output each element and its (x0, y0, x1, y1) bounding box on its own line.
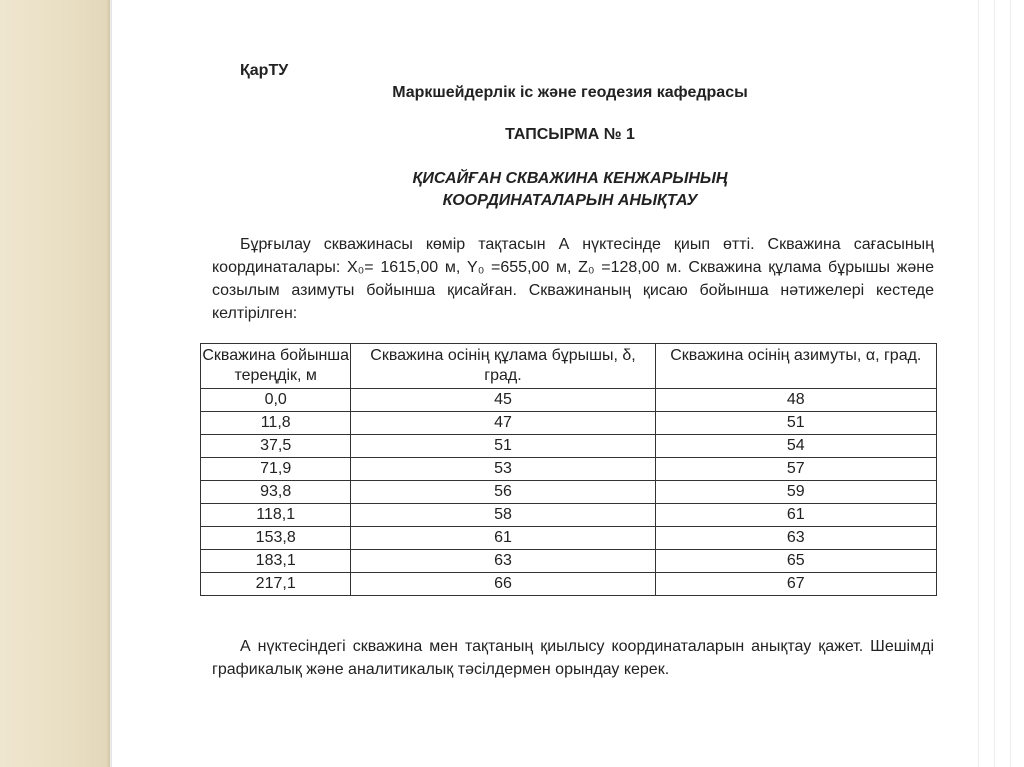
table-row (201, 504, 937, 527)
side-band-shadow (106, 0, 112, 767)
cell-depth: 0,0 (201, 389, 351, 412)
cell-dip: 47 (351, 412, 655, 435)
cell-azimuth: 61 (655, 504, 936, 527)
cell-dip: 56 (351, 481, 655, 504)
header-depth: Скважина бойынша тереңдік, м (201, 344, 351, 389)
decorative-right-lines (964, 0, 1024, 767)
table-row (201, 481, 937, 504)
department-name: Маркшейдерлік іс және геодезия кафедрасы (392, 84, 748, 101)
cell-azimuth: 51 (655, 412, 936, 435)
cell-depth: 183,1 (201, 550, 351, 573)
header-dip-angle: Скважина осінің құлама бұрышы, δ, град. (351, 344, 655, 389)
cell-azimuth: 67 (655, 573, 936, 596)
cell-azimuth: 65 (655, 550, 936, 573)
cell-dip: 66 (351, 573, 655, 596)
table-row (201, 550, 937, 573)
cell-azimuth: 48 (655, 389, 936, 412)
closing-paragraph: А нүктесіндегі скважина мен тақтаның қиылысу координаталарын анықтау қажет. Шешімді графикалық және аналитикалық тәсілдермен орындау керек. (212, 638, 934, 678)
task-number: ТАПСЫРМА № 1 (505, 126, 635, 143)
header-azimuth: Скважина осінің азимуты, α, град. (655, 344, 936, 389)
cell-dip: 58 (351, 504, 655, 527)
cell-depth: 93,8 (201, 481, 351, 504)
decorative-side-band (0, 0, 110, 767)
document-page (200, 50, 940, 750)
cell-dip: 61 (351, 527, 655, 550)
cell-depth: 217,1 (201, 573, 351, 596)
cell-dip: 63 (351, 550, 655, 573)
cell-dip: 51 (351, 435, 655, 458)
table-row (201, 458, 937, 481)
cell-depth: 153,8 (201, 527, 351, 550)
table-row (201, 527, 937, 550)
cell-depth: 71,9 (201, 458, 351, 481)
table-row (201, 412, 937, 435)
university-name: ҚарТУ (240, 62, 289, 79)
document-title (200, 168, 940, 212)
title-line-1: ҚИСАЙҒАН СКВАЖИНА КЕНЖАРЫНЫҢ (412, 170, 728, 187)
cell-depth: 118,1 (201, 504, 351, 527)
title-line-2: КООРДИНАТАЛАРЫН АНЫҚТАУ (442, 192, 698, 209)
cell-depth: 11,8 (201, 412, 351, 435)
cell-azimuth: 57 (655, 458, 936, 481)
cell-dip: 53 (351, 458, 655, 481)
table-header-row (201, 344, 937, 389)
table-row (201, 573, 937, 596)
cell-azimuth: 54 (655, 435, 936, 458)
intro-paragraph: Бұрғылау скважинасы көмір тақтасын А нүктесінде қиып өтті. Скважина сағасының координаталары: X₀= 1615,00 м, Y₀ =655,00 м, Z₀ =128,00 м. Скважина құлама бұрышы және созылым азимуты бойынша қисайған. Скважинаның қисаю бойынша нәтижелері кестеде келтірілген: (212, 236, 934, 322)
table-row (201, 435, 937, 458)
cell-azimuth: 59 (655, 481, 936, 504)
cell-azimuth: 63 (655, 527, 936, 550)
cell-depth: 37,5 (201, 435, 351, 458)
borehole-data-table (200, 343, 937, 596)
cell-dip: 45 (351, 389, 655, 412)
table-row (201, 389, 937, 412)
